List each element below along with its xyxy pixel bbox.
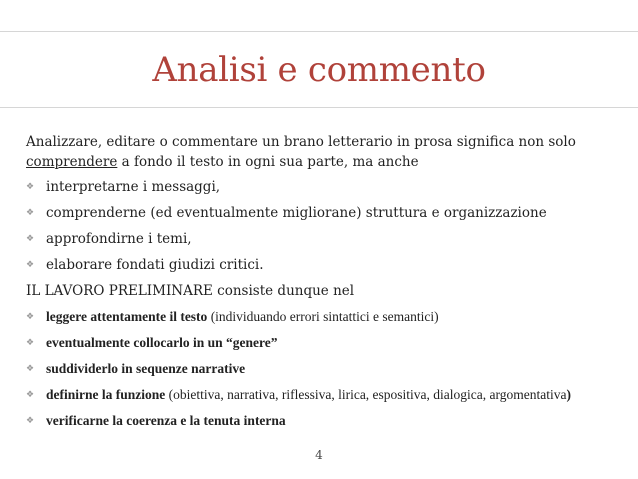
step-text <box>46 387 571 403</box>
step-bold: suddividerlo in sequenze narrative <box>46 361 246 376</box>
diamond-bullet-icon: ❖ <box>26 234 35 244</box>
diamond-bullet-icon: ❖ <box>26 390 35 400</box>
intro-text-before: Analizzare, editare o commentare un brano letterario in prosa significa non solo <box>26 134 576 150</box>
list-item <box>26 174 626 200</box>
comprendere-link[interactable]: comprendere <box>26 154 118 170</box>
step-text <box>46 335 277 351</box>
intro-text-after: a fondo il testo in ogni sua parte, ma anche <box>117 154 419 170</box>
step-rest-bold: ) <box>566 387 572 402</box>
list-item <box>26 252 626 278</box>
step-bold: verificarne la coerenza e la tenuta interna <box>46 413 286 428</box>
list-item-text: comprenderne (ed eventualmente migliorane) struttura e organizzazione <box>46 205 547 221</box>
section-subheading: IL LAVORO PRELIMINARE consiste dunque nel <box>26 283 355 299</box>
diamond-bullet-icon: ❖ <box>26 416 35 426</box>
objectives-list <box>26 174 626 278</box>
top-rule <box>0 31 638 32</box>
page-number: 4 <box>315 448 323 462</box>
step-bold: eventualmente collocarlo in un “genere” <box>46 335 278 350</box>
diamond-bullet-icon: ❖ <box>26 208 35 218</box>
list-item <box>26 200 626 226</box>
intro-paragraph <box>26 132 626 172</box>
step-bold: definirne la funzione <box>46 387 166 402</box>
diamond-bullet-icon: ❖ <box>26 338 35 348</box>
step-rest: (individuando errori sintattici e semantici) <box>207 309 439 324</box>
list-item-text: interpretarne i messaggi, <box>46 179 221 195</box>
step-text <box>46 309 439 325</box>
list-item <box>26 226 626 252</box>
step-text <box>46 413 286 429</box>
steps-list <box>26 304 626 434</box>
list-item <box>26 356 626 382</box>
step-text <box>46 361 245 377</box>
list-item <box>26 382 626 408</box>
slide-title: Analisi e commento <box>152 50 486 90</box>
diamond-bullet-icon: ❖ <box>26 260 35 270</box>
title-divider <box>0 107 638 108</box>
list-item-text: elaborare fondati giudizi critici. <box>46 257 264 273</box>
step-rest: (obiettiva, narrativa, riflessiva, lirica, espositiva, dialogica, argomentativa <box>165 387 567 402</box>
list-item-text: approfondirne i temi, <box>46 231 192 247</box>
diamond-bullet-icon: ❖ <box>26 182 35 192</box>
step-bold: leggere attentamente il testo <box>46 309 208 324</box>
diamond-bullet-icon: ❖ <box>26 312 35 322</box>
diamond-bullet-icon: ❖ <box>26 364 35 374</box>
list-item <box>26 330 626 356</box>
list-item <box>26 408 626 434</box>
list-item <box>26 304 626 330</box>
